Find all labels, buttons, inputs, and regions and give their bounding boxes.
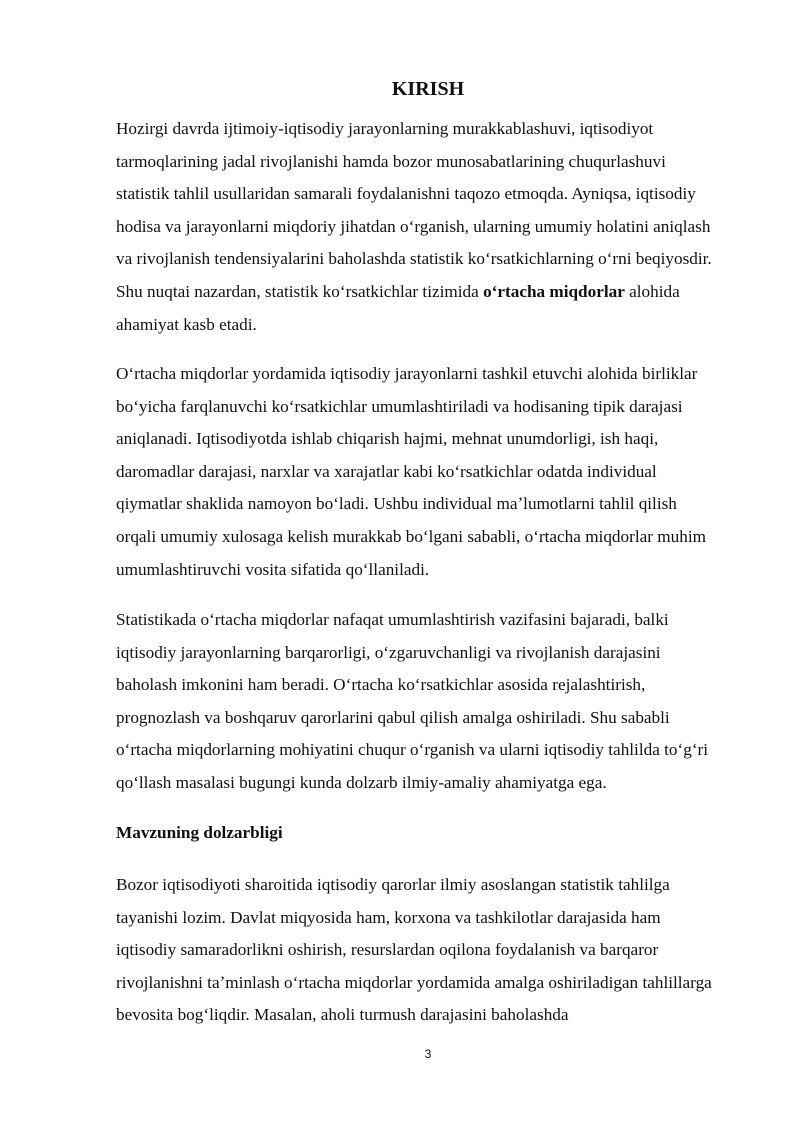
intro-paragraph-3: Statistikada oʻrtacha miqdorlar nafaqat umumlashtirish vazifasini bajaradi, balki iqtisodiy jarayonlarning barqarorligi, oʻzgaruvchanligi va rivojlanish darajasini baholash imkonini ham beradi. Oʻrtacha koʻrsatkichlar asosida rejalashtirish, prognozlash va boshqaruv qarorlarini qabul qilish amalga oshiriladi. Shu sababli oʻrtacha miqdorlarning mohiyatini chuqur oʻrganish va ularni iqtisodiy tahlilda toʻgʻri qoʻllash masalasi bugungi kunda dolzarb ilmiy-amaliy ahamiyatga ega. <box>116 610 709 792</box>
paragraph-1-text-start: Hozirgi davrda ijtimoiy-iqtisodiy jarayonlarning murakkablashuvi, iqtisodiyot tarmoqlarining jadal rivojlanishi hamda bozor munosabatlarining chuqurlashuvi statistik tahlil usullaridan samarali foydalanishni taqozo etmoqda. Ayniqsa, iqtisodiy hodisa va jarayonlarni miqdoriy jihatdan oʻrganish, ularning umumiy holatini aniqlash va rivojlanish tendensiyalarini baholashda statistik koʻrsatkichlarning oʻrni beqiyosdir. Shu nuqtai nazardan, statistik koʻrsatkichlar tizimida <box>116 119 712 301</box>
page-number: 3 <box>424 1047 432 1061</box>
intro-paragraph-1 <box>116 113 716 341</box>
bold-term: oʻrtacha miqdorlar <box>483 281 625 301</box>
intro-paragraph-2: Oʻrtacha miqdorlar yordamida iqtisodiy jarayonlarni tashkil etuvchi alohida birliklar boʻyicha farqlanuvchi koʻrsatkichlar umumlashtiriladi va hodisaning tipik darajasi aniqlanadi. Iqtisodiyotda ishlab chiqarish hajmi, mehnat unumdorligi, ish haqi, daromadlar darajasi, narxlar va xarajatlar kabi koʻrsatkichlar odatda individual qiymatlar shaklida namoyon boʻladi. Ushbu individual maʼlumotlarni tahlil qilish orqali umumiy xulosaga kelish murakkab boʻlgani sababli, oʻrtacha miqdorlar muhim umumlashtiruvchi vosita sifatida qoʻllaniladi. <box>116 364 706 579</box>
page-title: KIRISH <box>391 78 465 100</box>
relevance-paragraph: Bozor iqtisodiyoti sharoitida iqtisodiy qarorlar ilmiy asoslangan statistik tahlilga tayanishi lozim. Davlat miqyosida ham, korxona va tashkilotlar darajasida ham iqtisodiy samaradorlikni oshirish, resurslardan oqilona foydalanish va barqaror rivojlanishni taʼminlash oʻrtacha miqdorlar yordamida amalga oshiriladigan tahlillarga bevosita bogʻliqdir. Masalan, aholi turmush darajasini baholashda <box>116 875 712 1025</box>
section-subheading: Mavzuning dolzarbligi <box>116 823 283 842</box>
paragraph-1-text-end: alohida ahamiyat kasb etadi. <box>116 281 680 334</box>
